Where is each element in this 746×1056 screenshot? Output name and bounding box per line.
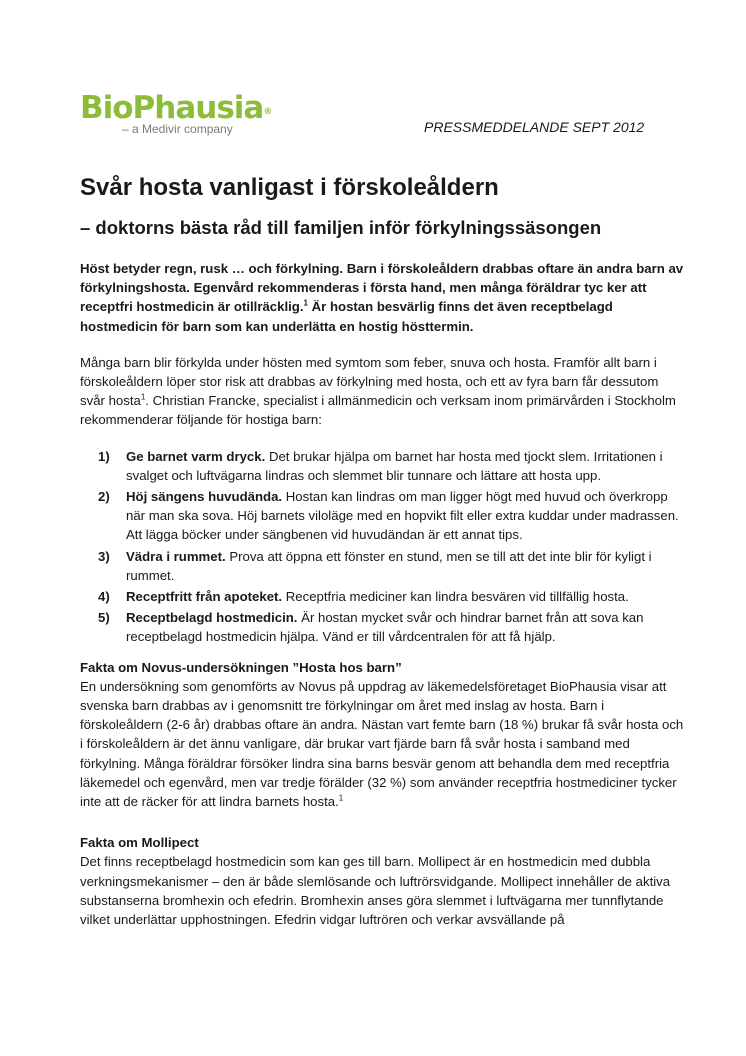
section-paragraph-novus: En undersökning som genomförts av Novus på uppdrag av läkemedelsföretaget BioPhausia visar att svenska barn drabbas av i genomsnitt tre förkylningar om året med inslag av hosta. Barn i förskoleåldern (2-6 år) drabbas oftare än andra. Nästan vart femte barn (18 %) brukar få svår hosta och i förskoleåldern är det ännu vanligare, där brukar vart fjärde barn få svår hosta i samband med förkylning. Många föräldrar försöker lindra sina barns besvär genom att behandla dem med receptfria läkemedel och egenvård, men var tredje förälder (32 %) som använder receptfria hostmediciner tycker inte att de räcker för att lindra barnets hosta.$^1$ bbox=[80, 678, 684, 810]
tip-text: Receptfria mediciner kan lindra besvären vid tillfällig hosta. bbox=[282, 589, 629, 605]
footnote-ref: 1 bbox=[140, 392, 146, 402]
section-heading-mollipect: Fakta om Mollipect bbox=[80, 835, 199, 851]
section-paragraph-mollipect: Det finns receptbelagd hostmedicin som kan ges till barn. Mollipect är en hostmedicin med dubbla verkningsmekanismer – den är både slemlösande och luftrörsvidgande. Mollipect innehåller de aktiva substanserna bromhexin och efedrin. Bromhexin anses göra slemmet i luftvägarna mer tunnflytande vilket underlättar upphostningen. Efedrin vidgar luftrören och verkar avsvällande på bbox=[80, 854, 671, 928]
footnote-ref: 1 bbox=[303, 299, 308, 309]
list-number: 2) bbox=[98, 489, 110, 505]
list-item bbox=[98, 547, 684, 585]
list-number: 5) bbox=[98, 610, 110, 626]
tip-heading: Receptbelagd hostmedicin. bbox=[126, 610, 298, 626]
intro-paragraph: Många barn blir förkylda under hösten med symtom som feber, snuva och hosta. Framför allt barn i förskoleåldern löper stor risk att drabbas av förkylning med hosta, och ett av fyra barn får dessutom svår hosta$^1$. Christian Francke, specialist i allmänmedicin och verksam inom primärvården i Stockholm rekommenderar följande för hostiga barn: bbox=[80, 354, 676, 428]
tip-text: Är hostan mycket svår och hindrar barnet från att sova kan receptbelagd hostmedicin hjälpa. Vänd er till vårdcentralen för att få hjälp. bbox=[126, 610, 644, 645]
biophausia-logo bbox=[80, 92, 272, 136]
list-number: 3) bbox=[98, 548, 110, 564]
list-item bbox=[98, 487, 684, 545]
tips-list bbox=[80, 447, 684, 647]
tip-heading: Receptfritt från apoteket. bbox=[126, 589, 283, 605]
article-subtitle: – doktorns bästa råd till familjen inför förkylningssäsongen bbox=[80, 217, 602, 238]
article-body bbox=[80, 259, 684, 929]
footnote-ref: 1 bbox=[338, 793, 344, 803]
article-title: Svår hosta vanligast i förskoleåldern bbox=[80, 174, 499, 201]
logo-tagline: – a Medivir company bbox=[122, 122, 233, 136]
registered-mark: ® bbox=[263, 107, 273, 117]
list-item bbox=[98, 608, 684, 646]
tip-heading: Höj sängens huvudända. bbox=[126, 489, 283, 505]
tip-text: Hostan kan lindras om man ligger högt med huvud och överkropp när man ska sova. Höj barnets viloläge med en hopvikt filt eller extra kuddar under madrassen. Att lägga böcker under sängbenen vid huvudändan är ett annat tips. bbox=[126, 489, 679, 543]
tip-text: Det brukar hjälpa om barnet har hosta med tjockt slem. Irritationen i svalget och luftvägarna lindras och slemmet blir tunnare och lättare att hosta upp. bbox=[126, 448, 663, 483]
list-number: 1) bbox=[98, 448, 110, 464]
logo-wordmark: BioPhausia bbox=[80, 90, 264, 126]
list-number: 4) bbox=[98, 589, 110, 605]
list-item bbox=[98, 587, 684, 606]
tip-text: Prova att öppna ett fönster en stund, men se till att det inte blir för kyligt i rummet. bbox=[126, 548, 652, 583]
press-release-label: PRESSMEDDELANDE SEPT 2012 bbox=[424, 119, 645, 135]
tip-heading: Ge barnet varm dryck. bbox=[126, 448, 266, 464]
list-item bbox=[98, 447, 684, 485]
section-heading-novus: Fakta om Novus-undersökningen ”Hosta hos barn” bbox=[80, 659, 402, 675]
lead-paragraph: Höst betyder regn, rusk … och förkylning. Barn i förskoleåldern drabbas oftare än andra barn av förkylningshosta. Egenvård rekommenderas i första hand, men många föräldrar tyc ker att receptfri hostmedicin är otillräcklig.$^1$ Är hostan besvärlig finns det även receptbelagd hostmedicin för barn som kan underlätta en hostig hösttermin. bbox=[80, 261, 684, 334]
tip-heading: Vädra i rummet. bbox=[126, 548, 226, 564]
